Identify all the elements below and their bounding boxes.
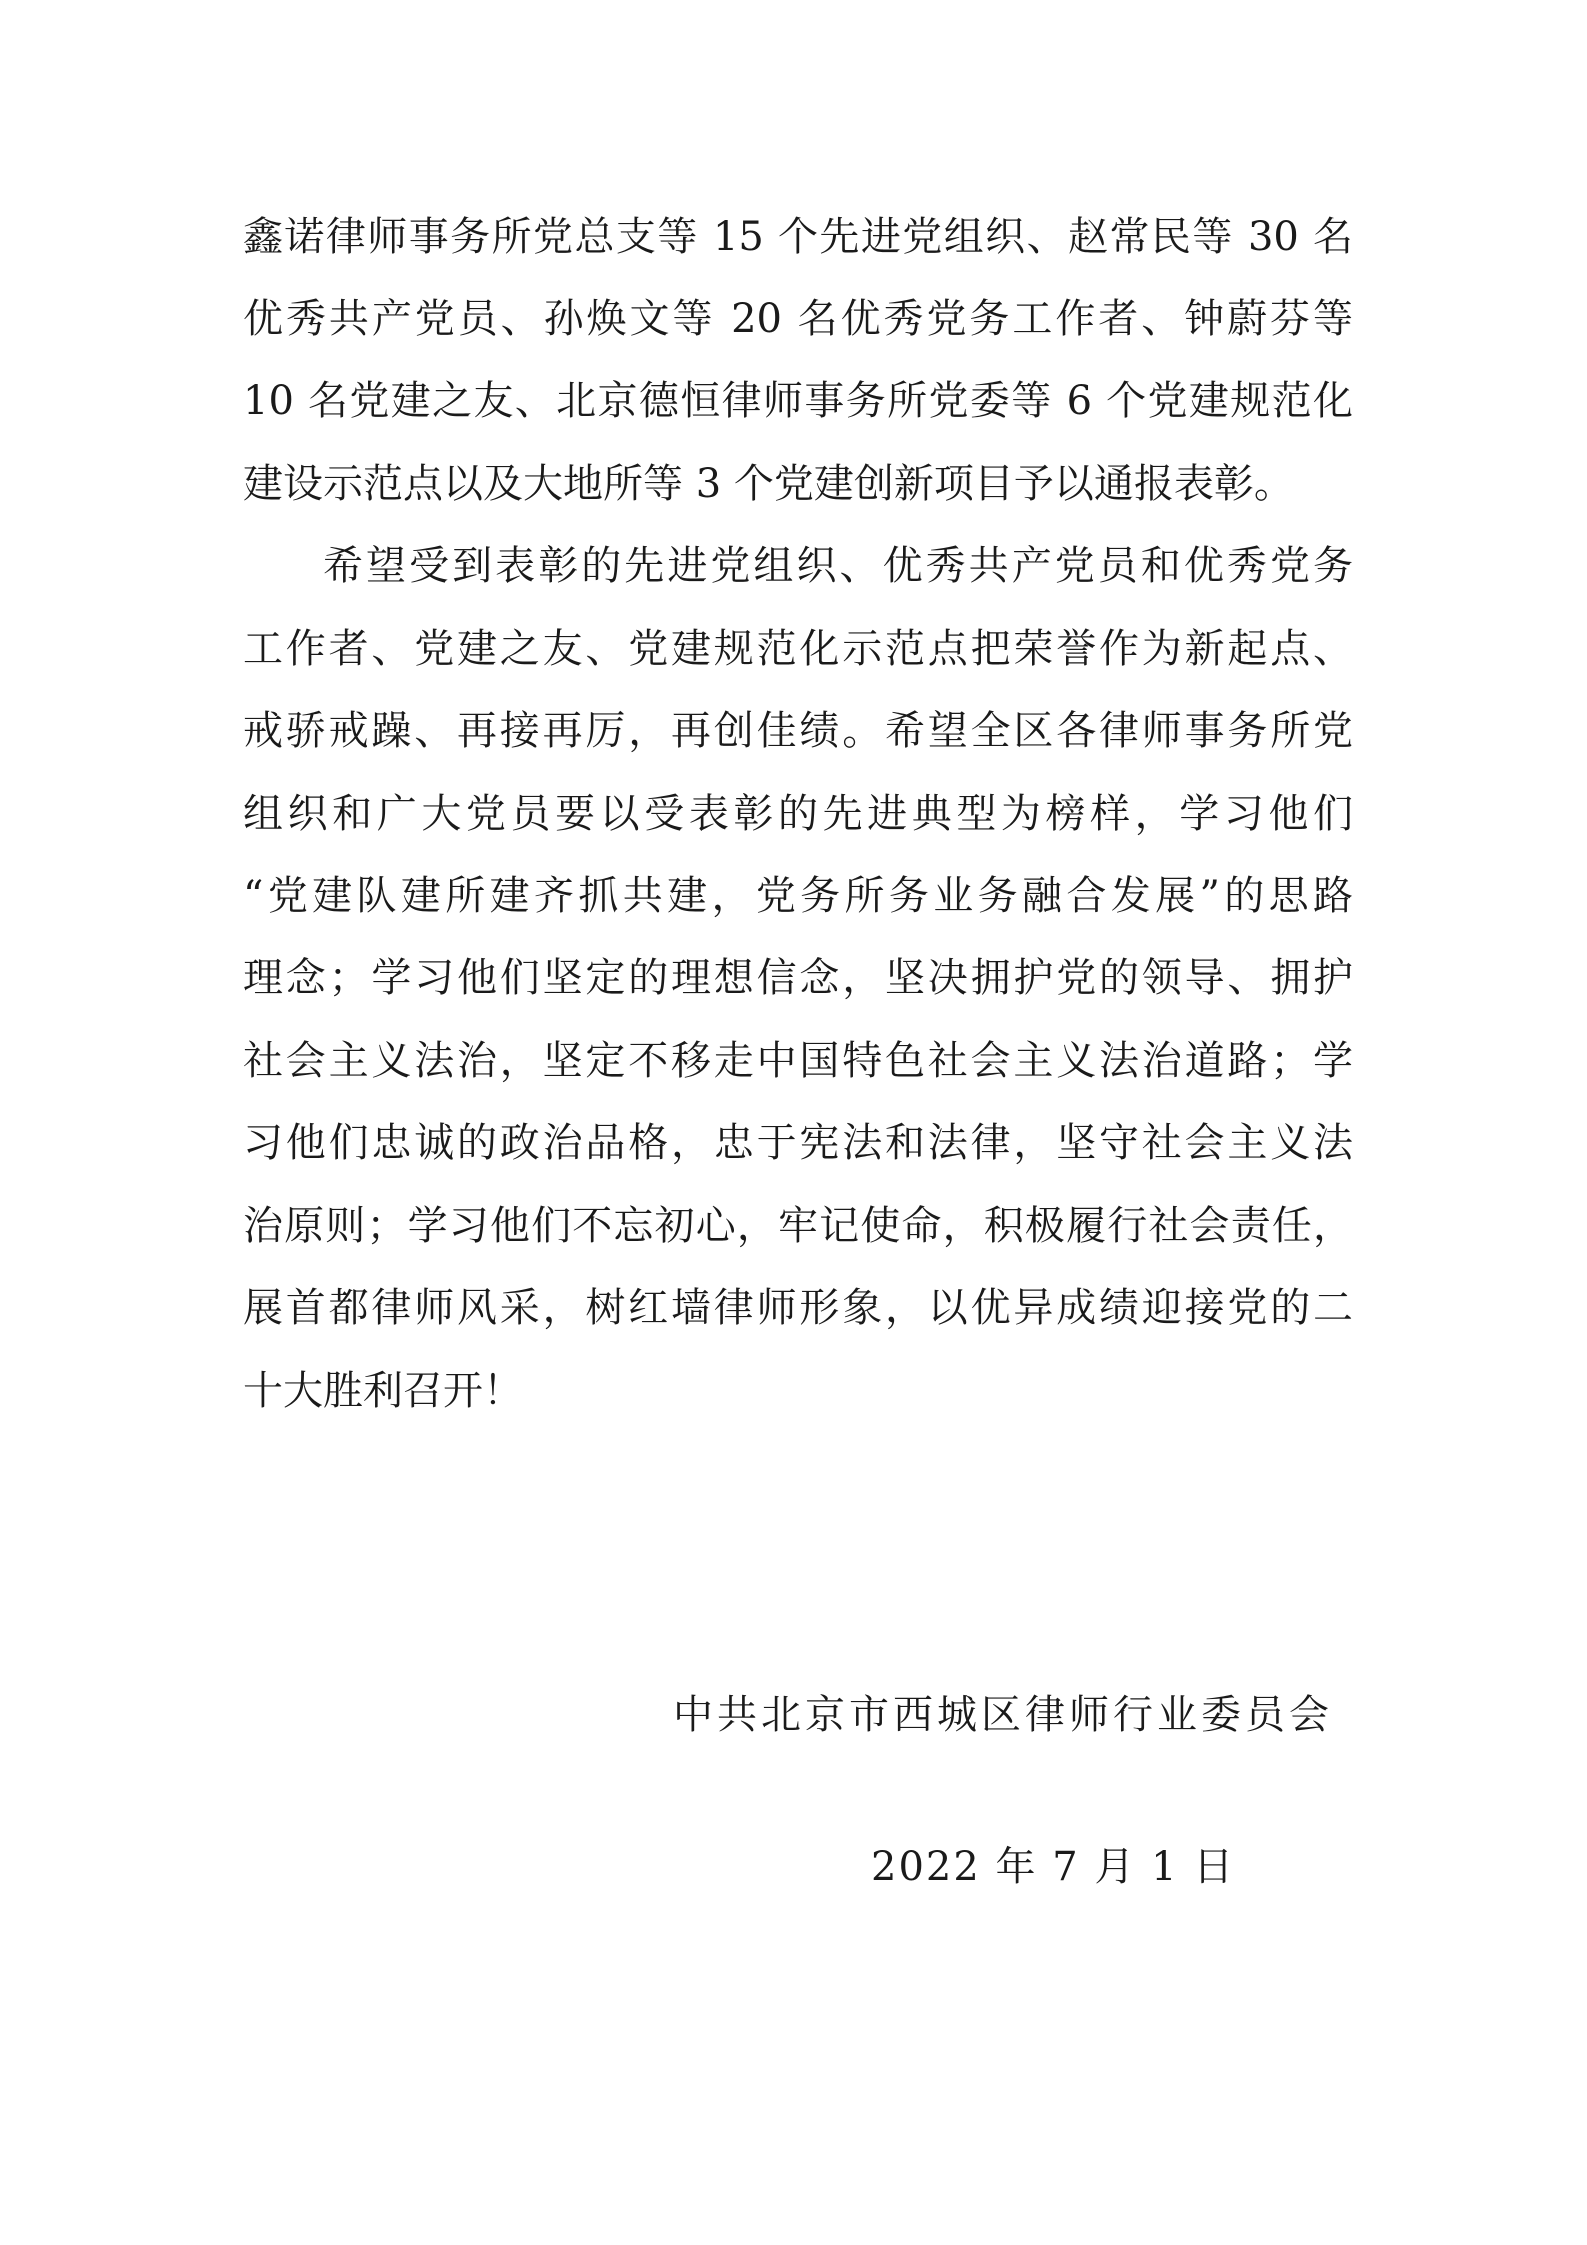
signature-organization: 中共北京市西城区律师行业委员会	[673, 1692, 1333, 1738]
paragraph-line: 戒骄戒躁、再接再厉，再创佳绩。希望全区各律师事务所党	[243, 708, 1353, 754]
paragraph-line: 社会主义法治，坚定不移走中国特色社会主义法治道路；学	[243, 1038, 1353, 1084]
paragraph-line: 希望受到表彰的先进党组织、优秀共产党员和优秀党务	[323, 543, 1353, 589]
paragraph-line: 鑫诺律师事务所党总支等 15 个先进党组织、赵常民等 30 名	[243, 214, 1353, 260]
paragraph-line: 十大胜利召开！	[243, 1368, 523, 1414]
paragraph-line: 10 名党建之友、北京德恒律师事务所党委等 6 个党建规范化	[243, 378, 1353, 424]
paragraph-line: 工作者、党建之友、党建规范化示范点把荣誉作为新起点、	[243, 626, 1353, 672]
paragraph-line: 建设示范点以及大地所等 3 个党建创新项目予以通报表彰。	[243, 461, 1294, 507]
paragraph-line: “党建队建所建齐抓共建，党务所务业务融合发展”的思路	[243, 873, 1353, 919]
paragraph-line: 优秀共产党员、孙焕文等 20 名优秀党务工作者、钟蔚芬等	[243, 296, 1353, 342]
paragraph-line: 习他们忠诚的政治品格，忠于宪法和法律，坚守社会主义法	[243, 1120, 1353, 1166]
paragraph-line: 理念；学习他们坚定的理想信念，坚决拥护党的领导、拥护	[243, 955, 1353, 1001]
paragraph-line: 治原则；学习他们不忘初心，牢记使命，积极履行社会责任，	[243, 1203, 1353, 1249]
signature-date: 2022 年 7 月 1 日	[871, 1844, 1236, 1890]
paragraph-line: 组织和广大党员要以受表彰的先进典型为榜样，学习他们	[243, 791, 1353, 837]
paragraph-line: 展首都律师风采，树红墙律师形象，以优异成绩迎接党的二	[243, 1285, 1353, 1331]
